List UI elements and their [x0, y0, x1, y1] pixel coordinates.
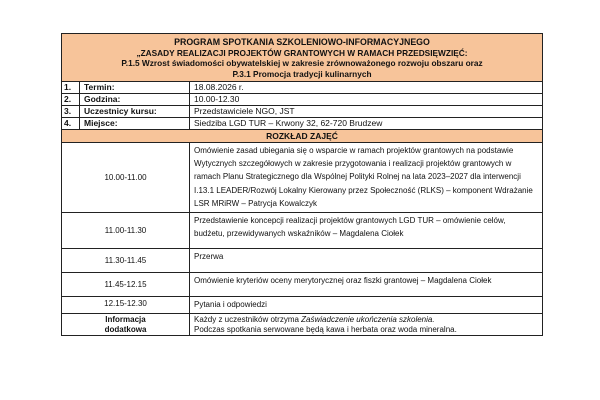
- row-number: 2.: [62, 94, 80, 106]
- schedule-description: Pytania i odpowiedzi: [190, 297, 543, 314]
- place-label: Miejsce:: [80, 118, 190, 130]
- schedule-description: Przerwa: [190, 249, 543, 273]
- info-row-place: [62, 118, 543, 130]
- schedule-title-row: [62, 130, 543, 143]
- date-value: 18.08.2026 r.: [190, 82, 543, 94]
- date-label: Termin:: [80, 82, 190, 94]
- title-row: [62, 34, 543, 82]
- info-row-date: [62, 82, 543, 94]
- additional-info-label: [62, 314, 190, 336]
- schedule-description: Omówienie zasad ubiegania się o wsparcie w ramach projektów grantowych na podstawie Wytycznych szczegółowych w zakresie przygotowania i realizacji projektów grantowych w ramach Planu Strategicznego dla Wspólnej Polityki Rolnej na lata 2023–2027 dla interwencji I.13.1 LEADER/Rozwój Lokalny Kierowany przez Społeczność (RLKS) – komponent Wdrażanie LSR MRiRW – Patrycja Kowalczyk: [190, 143, 543, 213]
- schedule-row: [62, 297, 543, 314]
- row-number: 4.: [62, 118, 80, 130]
- title-line-3: P.1.5 Wzrost świadomości obywatelskiej w zakresie zrównoważonego rozwoju obszaru oraz: [121, 58, 483, 68]
- title-line-2: „ZASADY REALIZACJI PROJEKTÓW GRANTOWYCH W RAMACH PRZEDSIĘWZIĘĆ:: [136, 47, 468, 58]
- schedule-row: [62, 273, 543, 297]
- participants-label: Uczestnicy kursu:: [80, 106, 190, 118]
- certificate-note-text: Każdy z uczestników otrzyma: [194, 315, 302, 325]
- title-line-1: PROGRAM SPOTKANIA SZKOLENIOWO-INFORMACYJNEGO: [174, 37, 430, 47]
- schedule-description: Omówienie kryteriów oceny merytorycznej oraz fiszki grantowej – Magdalena Ciołek: [190, 273, 543, 297]
- schedule-time: 11.00-11.30: [62, 213, 190, 249]
- place-value: Siedziba LGD TUR – Krwony 32, 62-720 Brudzew: [190, 118, 543, 130]
- schedule-time: 11.30-11.45: [62, 249, 190, 273]
- program-document: [61, 33, 543, 336]
- schedule-title: ROZKŁAD ZAJĘĆ: [62, 130, 543, 143]
- title-line-4: P.3.1 Promocja tradycji kulinarnych: [232, 68, 372, 79]
- info-row-time: [62, 94, 543, 106]
- document-title: [62, 34, 543, 82]
- schedule-row: [62, 213, 543, 249]
- certificate-name: Zaświadczenie ukończenia szkolenia.: [301, 315, 435, 325]
- schedule-time: 11.45-12.15: [62, 273, 190, 297]
- program-table: [61, 33, 543, 336]
- certificate-note: [194, 315, 538, 325]
- additional-info-label-line-1: Informacja: [105, 315, 146, 325]
- schedule-time: 12.15-12.30: [62, 297, 190, 314]
- time-value: 10.00-12.30: [190, 94, 543, 106]
- row-number: 3.: [62, 106, 80, 118]
- schedule-time: 10.00-11.00: [62, 143, 190, 213]
- catering-note: Podczas spotkania serwowane będą kawa i herbata oraz woda mineralna.: [194, 325, 457, 335]
- schedule-row: [62, 143, 543, 213]
- additional-info-text: [190, 314, 543, 336]
- info-row-participants: [62, 106, 543, 118]
- row-number: 1.: [62, 82, 80, 94]
- additional-info-label-line-2: dodatkowa: [104, 325, 147, 335]
- time-label: Godzina:: [80, 94, 190, 106]
- schedule-description: Przedstawienie koncepcji realizacji projektów grantowych LGD TUR – omówienie celów, budżetu, przewidywanych wskaźników – Magdalena Ciołek: [190, 213, 543, 249]
- additional-info-row: [62, 314, 543, 336]
- participants-value: Przedstawiciele NGO, JST: [190, 106, 543, 118]
- schedule-row: [62, 249, 543, 273]
